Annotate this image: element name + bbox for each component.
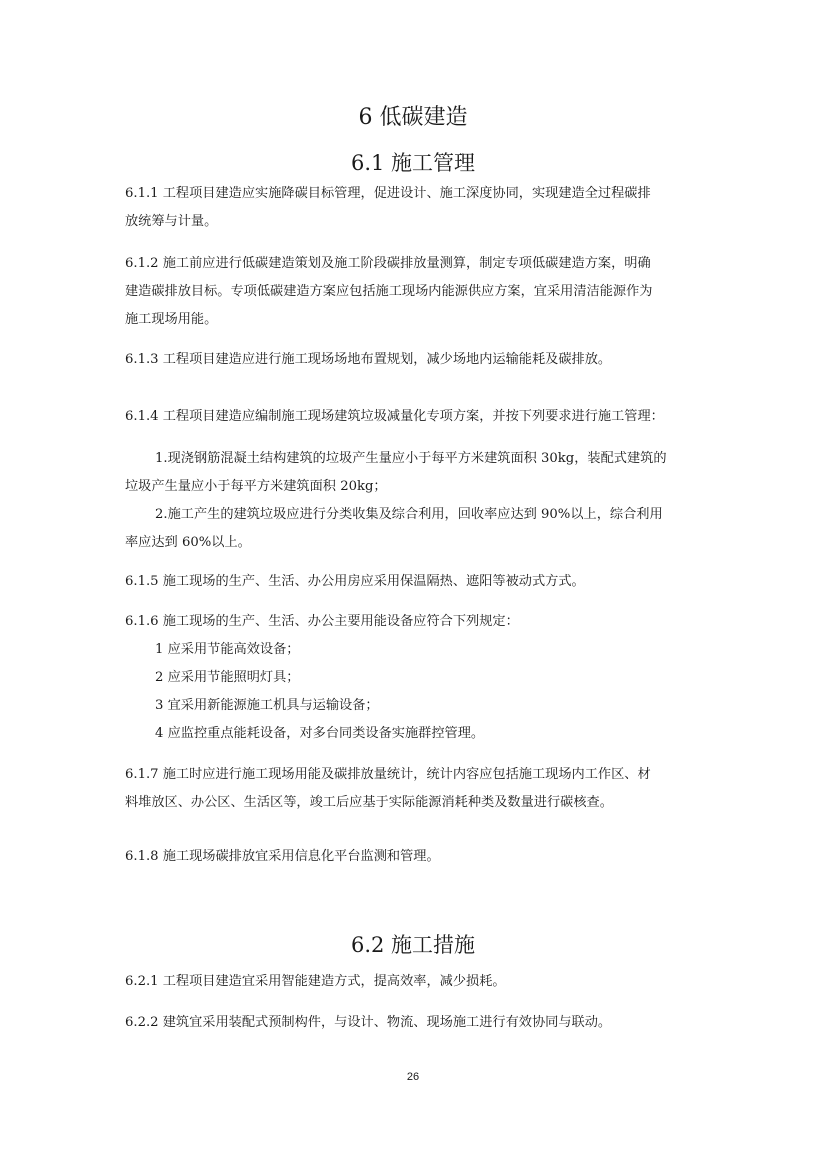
chapter-title: 6 低碳建造 [358,105,468,130]
list-item-6-1-4-1 [125,445,705,501]
paragraph-6-2-1 [125,968,705,996]
paragraph-line: 6.1.7 施工时应进行施工现场用能及碳排放量统计，统计内容应包括施工现场内工作区、材 [125,767,651,782]
paragraph-line: 6.1.1 工程项目建造应实施降碳目标管理，促进设计、施工深度协同，实现建造全过程碳排 [125,186,651,201]
list-item-6-1-6-1: 1 应采用节能高效设备； [155,642,300,657]
page-number: 26 [406,1071,420,1083]
paragraph-line: 6.1.4 工程项目建造应编制施工现场建筑垃圾减量化专项方案，并按下列要求进行施工管理： [125,409,664,424]
paragraph-line: 6.1.5 施工现场的生产、生活、办公用房应采用保温隔热、遮阳等被动式方式。 [125,574,585,589]
paragraph-line: 1.现浇钢筋混凝土结构建筑的垃圾产生量应小于每平方米建筑面积 30kg，装配式建筑的 [155,451,667,466]
paragraph-6-1-6 [125,608,705,636]
paragraph-line: 6.2.2 建筑宜采用装配式预制构件，与设计、物流、现场施工进行有效协同与联动。 [125,1015,612,1030]
paragraph-line: 6.1.2 施工前应进行低碳建造策划及施工阶段碳排放量测算，制定专项低碳建造方案，明确 [125,256,651,271]
paragraph-line: 6.1.8 施工现场碳排放宜采用信息化平台监测和管理。 [125,849,440,864]
paragraph-line: 6.1.3 工程项目建造应进行施工现场场地布置规划，减少场地内运输能耗及碳排放。 [125,352,612,367]
paragraph-6-1-3 [125,346,705,374]
paragraph-6-1-2 [125,250,705,334]
paragraph-6-1-7 [125,761,705,817]
paragraph-6-1-1 [125,180,705,236]
paragraph-line: 放统筹与计量。 [125,214,218,229]
paragraph-6-1-5 [125,568,705,596]
list-item-6-1-4-2 [125,501,705,557]
paragraph-line: 2.施工产生的建筑垃圾应进行分类收集及综合利用，回收率应达到 90%以上，综合利用 [155,507,663,522]
paragraph-line: 6.1.6 施工现场的生产、生活、办公主要用能设备应符合下列规定： [125,614,519,629]
paragraph-6-2-2 [125,1009,705,1037]
list-item-6-1-6-4: 4 应监控重点能耗设备，对多台同类设备实施群控管理。 [155,726,485,741]
paragraph-line: 6.2.1 工程项目建造宜采用智能建造方式，提高效率，减少损耗。 [125,974,506,989]
section-title-6-1: 6.1 施工管理 [350,151,476,175]
paragraph-line: 率应达到 60%以上。 [125,535,251,550]
paragraph-line: 施工现场用能。 [125,312,218,327]
paragraph-6-1-8 [125,843,705,871]
paragraph-line: 料堆放区、办公区、生活区等，竣工后应基于实际能源消耗种类及数量进行碳核查。 [125,795,613,810]
list-item-6-1-6-3: 3 宜采用新能源施工机具与运输设备； [155,698,379,713]
paragraph-line: 垃圾产生量应小于每平方米建筑面积 20kg； [125,479,387,494]
paragraph-line: 建造碳排放目标。专项低碳建造方案应包括施工现场内能源供应方案，宜采用清洁能源作为 [125,284,653,299]
section-title-6-2: 6.2 施工措施 [350,933,476,957]
list-item-6-1-6-2: 2 应采用节能照明灯具； [155,670,300,685]
paragraph-6-1-4 [125,403,705,431]
